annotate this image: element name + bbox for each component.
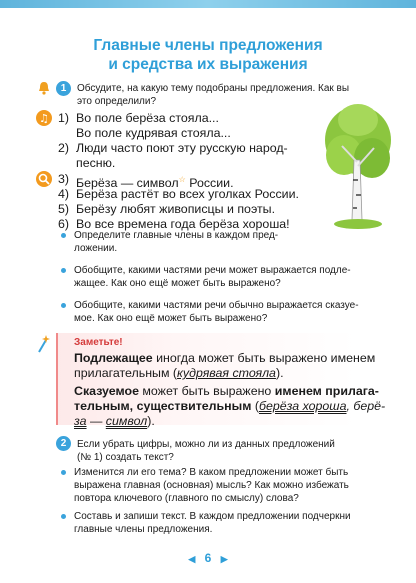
sentence-5: Берёзу любят живописцы и поэты. — [76, 202, 276, 216]
task-number-1: 1 — [56, 81, 71, 96]
sentence-1-line1: Во поле берёза стояла... — [76, 111, 219, 125]
next-page-arrow[interactable]: ▶ — [220, 554, 228, 564]
svg-text:♫: ♫ — [39, 112, 49, 125]
bullet1-2-line1: Обобщите, какими частями речи может выражается подле- — [74, 265, 351, 276]
bell-icon — [36, 80, 52, 96]
note-line3 — [74, 384, 379, 399]
star-icon: ☆ — [178, 175, 186, 184]
note-text: иногда может быть выражено именем — [152, 351, 376, 365]
bullet-marker — [61, 233, 66, 238]
task2-line2: (№ 1) создать текст? — [77, 452, 174, 463]
birch-tree-illustration — [322, 100, 394, 240]
sentence-3-predicate: — символ — [120, 176, 179, 191]
bullet-marker — [61, 470, 66, 475]
magic-wand-icon — [36, 334, 50, 354]
bullet2-2-line2: главные члены предложения. — [74, 524, 213, 535]
bullet-marker — [61, 268, 66, 273]
note-text: ( — [251, 399, 259, 413]
sentence-1-number: 1) — [58, 111, 70, 125]
note-example: берёза хороша — [258, 399, 347, 413]
bullet2-1-line1: Изменится ли его тема? В каком предложении может быть — [74, 467, 349, 478]
sentence-3-subject: Берёза — [76, 176, 118, 191]
note-text: — — [86, 414, 106, 428]
bullet2-1-line3: повтора ключевого (главного по смыслу) слова? — [74, 493, 299, 504]
sentence-5-number: 5) — [58, 202, 70, 216]
sentence-4-number: 4) — [58, 187, 70, 201]
note-emphasis: именем прилага- — [274, 384, 379, 398]
page-title-line2: и средства их выражения — [108, 56, 308, 73]
bullet1-1-line2: ложении. — [74, 243, 118, 254]
note-line2 — [74, 366, 284, 381]
bullet-marker — [61, 303, 66, 308]
note-subject-term: Подлежащее — [74, 351, 153, 365]
note-example: , берё- — [346, 399, 386, 413]
task-number-2: 2 — [56, 436, 71, 451]
sentence-2-line1: Люди часто поют эту русскую народ- — [76, 141, 288, 155]
prev-page-arrow[interactable]: ◀ — [188, 554, 196, 564]
page-title-line1: Главные члены предложения — [93, 37, 323, 54]
note-text: ). — [275, 366, 284, 380]
note-example: кудрявая стояла — [177, 366, 276, 380]
bullet2-2-line1: Составь и запиши текст. В каждом предложении подчеркни — [74, 511, 351, 522]
sentence-3-end: России. — [189, 176, 234, 191]
bullet1-3-line1: Обобщите, какими частями речи обычно выражается сказуе- — [74, 300, 359, 311]
note-line5 — [74, 414, 155, 429]
bullet1-3-line2: мое. Как оно ещё может быть выражено? — [74, 313, 268, 324]
note-predicate-term: Сказуемое — [74, 384, 139, 398]
sentence-2-line2: песню. — [76, 156, 116, 170]
note-box-border — [56, 333, 58, 425]
note-line4 — [74, 399, 385, 414]
page-number-bar — [0, 551, 416, 565]
sentence-3-number: 3) — [58, 172, 70, 186]
note-text: ). — [147, 414, 155, 428]
note-example: символ — [105, 414, 148, 428]
sentence-1-line2: Во поле кудрявая стояла... — [76, 126, 231, 140]
bullet1-1-line1: Определите главные члены в каждом пред- — [74, 230, 279, 241]
note-emphasis: тельным, существительным — [74, 399, 252, 413]
note-text: прилагательным ( — [74, 366, 178, 380]
bullet1-2-line2: жащее. Как оно ещё может быть выражено? — [74, 278, 281, 289]
note-example: за — [74, 414, 87, 428]
sentence-4: Берёза растёт во всех уголках России. — [76, 187, 299, 201]
note-line1 — [74, 351, 375, 366]
music-icon — [36, 110, 52, 126]
bullet2-1-line2: выражена главная (основная) мысль? Как можно избежать — [74, 480, 349, 491]
note-heading: Заметьте! — [74, 337, 123, 348]
page-number: 6 — [204, 551, 212, 565]
note-text: может быть выражено — [138, 384, 275, 398]
sentence-2-number: 2) — [58, 141, 70, 155]
task1-line2: это определили? — [77, 96, 157, 107]
bullet-marker — [61, 514, 66, 519]
task1-line1: Обсудите, на какую тему подобраны предложения. Как вы — [77, 83, 350, 94]
top-decor-bar — [0, 0, 416, 8]
sentence-6: Во все времена года берёза хороша! — [76, 217, 290, 231]
search-icon — [36, 171, 52, 187]
task2-line1: Если убрать цифры, можно ли из данных предложений — [77, 439, 335, 450]
sentence-6-number: 6) — [58, 217, 70, 231]
